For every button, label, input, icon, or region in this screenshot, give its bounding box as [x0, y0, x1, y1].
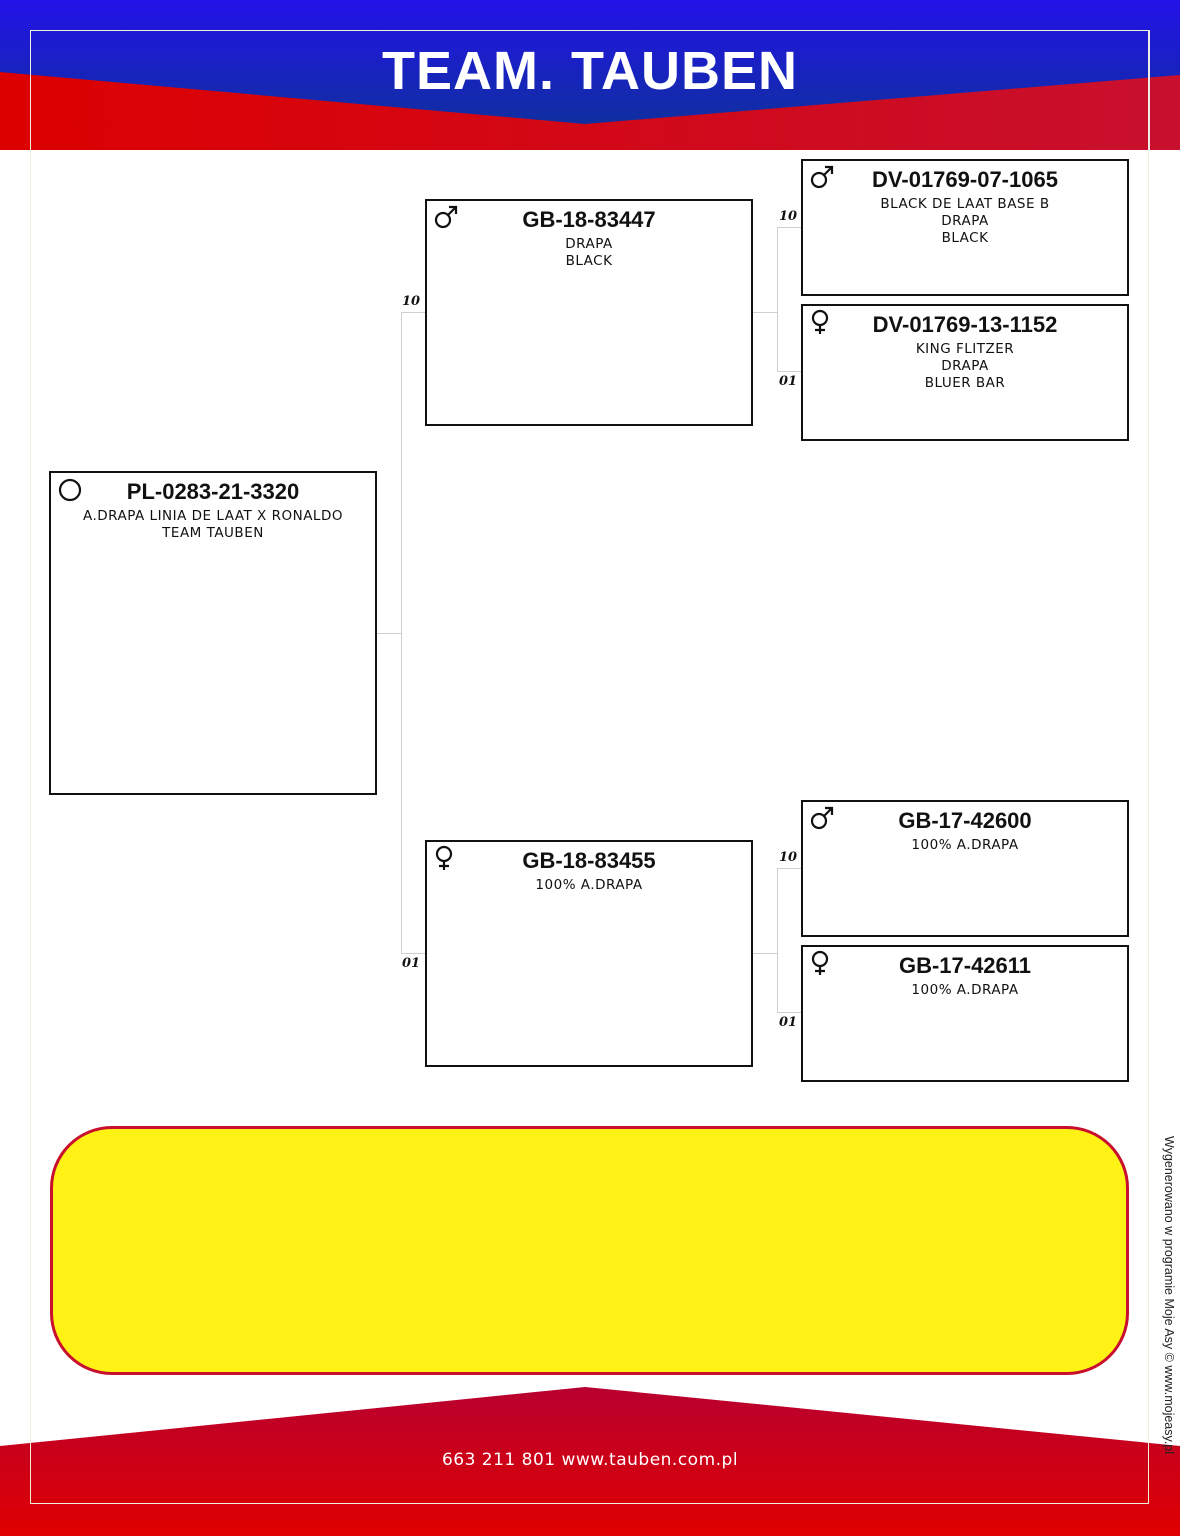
connector-line: [376, 633, 401, 634]
ring-number: GB-17-42611: [898, 953, 1032, 978]
info-line: 100% A.DRAPA: [535, 877, 643, 893]
ff-mark: 10: [779, 209, 798, 224]
pigeon-card-father[interactable]: [425, 199, 753, 426]
notes-panel: [50, 1126, 1129, 1375]
pigeon-info: [803, 837, 1127, 854]
info-line: BLUER BAR: [924, 375, 1006, 391]
connector-line: [777, 1012, 802, 1013]
connector-line: [777, 227, 778, 372]
pigeon-card-mother[interactable]: [425, 840, 753, 1067]
info-line: 100% A.DRAPA: [911, 982, 1019, 998]
ring-number: GB-18-83455: [522, 848, 656, 873]
pigeon-card-fm[interactable]: [801, 304, 1129, 441]
pigeon-card-mm[interactable]: [801, 945, 1129, 1082]
pigeon-info: [427, 877, 751, 894]
connector-line: [752, 312, 778, 313]
pigeon-card-ff[interactable]: [801, 159, 1129, 296]
connector-line: [752, 953, 778, 954]
footer-contact: 663 211 801 www.tauben.com.pl: [441, 1450, 739, 1470]
info-line: DRAPA: [941, 358, 989, 374]
ring-number: DV-01769-07-1065: [872, 167, 1058, 192]
generator-credit: Wygenerowano w programie Moje Asy © www.mojeasy.pl: [1162, 1136, 1176, 1455]
ring-number: GB-18-83447: [522, 207, 656, 232]
ring-number: GB-17-42600: [898, 808, 1032, 833]
connector-line: [777, 371, 802, 372]
pigeon-card-subject[interactable]: [49, 471, 377, 795]
pigeon-card-mf[interactable]: [801, 800, 1129, 937]
info-line: BLACK: [941, 230, 989, 246]
pigeon-info: [803, 196, 1127, 247]
info-line: DRAPA: [565, 236, 613, 252]
mother-mark: 01: [402, 956, 421, 971]
ring-number: PL-0283-21-3320: [126, 479, 300, 504]
info-line: KING FLITZER: [915, 341, 1015, 357]
fm-mark: 01: [779, 374, 798, 389]
connector-line: [401, 312, 426, 313]
pigeon-info: [803, 982, 1127, 999]
pigeon-info: [427, 236, 751, 270]
connector-line: [777, 868, 778, 1013]
info-line: TEAM TAUBEN: [162, 525, 264, 541]
pigeon-info: [803, 341, 1127, 392]
pigeon-info: [51, 508, 375, 542]
page-title: TEAM. TAUBEN: [382, 41, 798, 101]
connector-line: [777, 227, 802, 228]
info-line: BLACK: [565, 253, 613, 269]
connector-line: [777, 868, 802, 869]
info-line: BLACK DE LAAT BASE B: [880, 196, 1050, 212]
info-line: DRAPA: [941, 213, 989, 229]
connector-line: [401, 953, 426, 954]
mm-mark: 01: [779, 1015, 798, 1030]
father-mark: 10: [402, 294, 421, 309]
mf-mark: 10: [779, 850, 798, 865]
info-line: A.DRAPA LINIA DE LAAT X RONALDO: [83, 508, 343, 524]
info-line: 100% A.DRAPA: [911, 837, 1019, 853]
connector-line: [401, 312, 402, 954]
ring-number: DV-01769-13-1152: [872, 312, 1058, 337]
